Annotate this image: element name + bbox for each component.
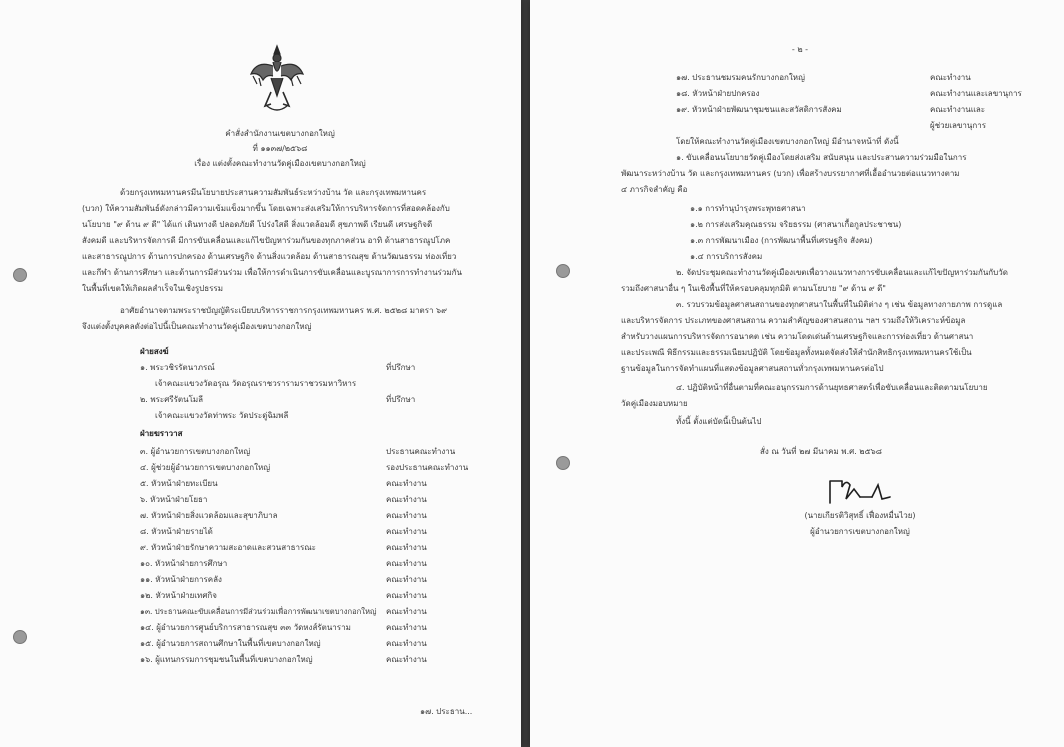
member-name: ๑๗. ประธานชมรมคนรักบางกอกใหญ่ [676, 73, 805, 82]
member-role: คณะทำงาน [386, 591, 427, 600]
mission-item: ๑.๑ การทำนุบำรุงพระพุทธศาสนา [690, 204, 806, 213]
paragraph-line: และบริหารจัดการ ประเภทของศาสนสถาน ความสำคัญของศาสนสถาน ฯลฯ รวมถึงให้วิเคราะห์ข้อมูล [621, 316, 966, 325]
continuation-note: ๑๗. ประธาน... [420, 707, 473, 716]
paragraph-line: และสาธารณูปการ ด้านการปกครอง ด้านเศรษฐกิจ ด้านสิ่งแวดล้อม ด้านสาธารณสุข ด้านวัฒนธรรม ท่องเที่ยว [82, 252, 457, 261]
mission-item: ๑.๓ การพัฒนาเมือง (การพัฒนาพื้นที่เศรษฐกิจ สังคม) [690, 236, 873, 245]
member-role: คณะทำงาน [386, 479, 427, 488]
member-role: คณะทำงาน [930, 73, 971, 82]
paragraph-line: ๔ ภารกิจสำคัญ คือ [621, 185, 688, 194]
member-position: เจ้าคณะแขวงวัดท่าพระ วัดประดู่ฉิมพลี [155, 411, 289, 420]
order-number: ที่ ๑๑๓๗/๒๕๖๘ [252, 144, 308, 153]
paragraph-line: และประเพณี พิธีกรรมและธรรมเนียมปฏิบัติ โดยข้อมูลทั้งหมดจัดส่งให้สำนักสิทธิกรุงเทพมหานครใช้เป็น [621, 348, 972, 357]
member-role: ที่ปรึกษา [386, 395, 416, 404]
paragraph-line: สังคมดี และบริหารจัดการดี มีการขับเคลื่อนและแก้ไขปัญหาร่วมกันของทุกภาคส่วน อาทิ ด้านสาธารณูปโภค [82, 236, 451, 245]
order-date: สั่ง ณ วันที่ ๒๗ มีนาคม พ.ศ. ๒๕๖๘ [760, 447, 882, 456]
member-position: เจ้าคณะแขวงวัดอรุณ วัดอรุณราชวรารามราชวรมหาวิหาร [155, 379, 357, 388]
member-role: คณะทำงานและเลขานุการ [930, 89, 1022, 98]
section-heading-monk: ฝ่ายสงฆ์ [140, 347, 169, 356]
paragraph-line: โดยให้คณะทำงานวัดคู่เมืองเขตบางกอกใหญ่ มีอำนาจหน้าที่ ดังนี้ [676, 137, 899, 146]
order-subject: เรื่อง แต่งตั้งคณะทำงานวัดคู่เมืองเขตบางกอกใหญ่ [194, 159, 366, 168]
paragraph-line: พัฒนาระหว่างบ้าน วัด และกรุงเทพมหานคร (บวก) เพื่อสร้างบรรยากาศที่เอื้ออำนวยต่อแนวทางตาม [621, 169, 960, 178]
member-role: ประธานคณะทำงาน [386, 447, 456, 456]
paragraph-line: และกีฬา ด้านการศึกษา และด้านการมีส่วนร่วม เพื่อให้การดำเนินการขับเคลื่อนและบูรณาการการทำงานร่วมกัน [82, 268, 462, 277]
punch-hole [556, 456, 570, 470]
paragraph-line: ฐานข้อมูลในการจัดทำแผนที่แสดงข้อมูลศาสนสถานทั่วกรุงเทพมหานครต่อไป [621, 364, 884, 373]
section-heading-lay: ฝ่ายฆราวาส [140, 429, 183, 438]
member-name: ๙. หัวหน้าฝ่ายรักษาความสะอาดและสวนสาธารณะ [140, 543, 316, 552]
paragraph-line: วัดคู่เมืองมอบหมาย [621, 399, 688, 408]
paragraph-line: ในพื้นที่เขตให้เกิดผลสำเร็จในเชิงรูปธรรม [82, 284, 223, 293]
garuda-emblem-icon [247, 40, 307, 120]
paragraph-line: รวมถึงศาสนาอื่น ๆ ในเชิงพื้นที่ให้ครอบคลุมทุกมิติ ตามนโยบาย "๙ ด้าน ๙ ดี" [621, 284, 886, 293]
member-name: ๓. ผู้อำนวยการเขตบางกอกใหญ่ [140, 447, 251, 456]
member-name: ๑. พระวชิรรัตนาภรณ์ [140, 363, 215, 372]
member-name: ๑๖. ผู้แทนกรรมการชุมชนในพื้นที่เขตบางกอกใหญ่ [140, 655, 313, 664]
member-role: คณะทำงาน [386, 639, 427, 648]
paragraph-line: ๑. ขับเคลื่อนนโยบายวัดคู่เมืองโดยส่งเสริม สนับสนุน และประสานความร่วมมือในการ [676, 153, 967, 162]
member-name: ๑๓. ประธานคณะขับเคลื่อนการมีส่วนร่วมเพื่อการพัฒนาเขตบางกอกใหญ่ [140, 607, 377, 616]
member-role: คณะทำงาน [386, 559, 427, 568]
member-name: ๑๑. หัวหน้าฝ่ายการคลัง [140, 575, 222, 584]
signer-name: (นายเกียรติวิสุทธิ์ เฟื่องหมื่นไวย) [804, 511, 916, 520]
member-role: คณะทำงาน [386, 527, 427, 536]
effective-clause: ทั้งนี้ ตั้งแต่บัดนี้เป็นต้นไป [676, 417, 762, 426]
paragraph-line: อาศัยอำนาจตามพระราชบัญญัติระเบียบบริหารราชการกรุงเทพมหานคร พ.ศ. ๒๕๒๘ มาตรา ๖๙ [120, 306, 447, 315]
order-title: คำสั่งสำนักงานเขตบางกอกใหญ่ [225, 129, 335, 138]
signature-mark [826, 475, 896, 507]
member-name: ๑๘. หัวหน้าฝ่ายปกครอง [676, 89, 760, 98]
paragraph-line: สำหรับวางแผนการบริหารจัดการอนาคต เช่น ความโดดเด่นด้านเศรษฐกิจและการท่องเที่ยว ด้านศาสนา [621, 332, 974, 341]
member-name: ๑๙. หัวหน้าฝ่ายพัฒนาชุมชนและสวัสดิการสังคม [676, 105, 842, 114]
punch-hole [556, 264, 570, 278]
member-role: คณะทำงาน [386, 623, 427, 632]
punch-hole [13, 630, 27, 644]
member-role: คณะทำงานและ [930, 105, 986, 114]
member-role: คณะทำงาน [386, 607, 427, 616]
member-name: ๖. หัวหน้าฝ่ายโยธา [140, 495, 208, 504]
paragraph-line: (บวก) ให้ความสัมพันธ์ดังกล่าวมีความเข้มแข็งมากขึ้น โดยเฉพาะส่งเสริมให้การบริหารจัดการที่สอดคล้องกับ [82, 204, 450, 213]
member-name: ๑๒. หัวหน้าฝ่ายเทศกิจ [140, 591, 217, 600]
mission-item: ๑.๔ การบริการสังคม [690, 252, 763, 261]
member-role: คณะทำงาน [386, 511, 427, 520]
member-name: ๑๕. ผู้อำนวยการสถานศึกษาในพื้นที่เขตบางกอกใหญ่ [140, 639, 321, 648]
member-role: คณะทำงาน [386, 575, 427, 584]
member-role: คณะทำงาน [386, 655, 427, 664]
member-role-extra: ผู้ช่วยเลขานุการ [930, 121, 986, 130]
punch-hole [13, 268, 27, 282]
paragraph-line: ๔. ปฏิบัติหน้าที่อื่นตามที่คณะอนุกรรมการด้านยุทธศาสตร์เพื่อขับเคลื่อนและติดตามนโยบาย [676, 383, 988, 392]
paragraph-line: ๒. จัดประชุมคณะทำงานวัดคู่เมืองเขตเพื่อวางแนวทางการขับเคลื่อนและแก้ไขปัญหาร่วมกันกับวัด [676, 268, 1008, 277]
member-name: ๑๔. ผู้อำนวยการศูนย์บริการสาธารณสุข ๓๓ วัดหงส์รัตนาราม [140, 623, 351, 632]
paragraph-line: จึงแต่งตั้งบุคคลดังต่อไปนี้เป็นคณะทำงานวัดคู่เมืองเขตบางกอกใหญ่ [82, 322, 312, 331]
member-name: ๔. ผู้ช่วยผู้อำนวยการเขตบางกอกใหญ่ [140, 463, 271, 472]
member-role: คณะทำงาน [386, 495, 427, 504]
signer-title: ผู้อำนวยการเขตบางกอกใหญ่ [810, 527, 910, 536]
member-name: ๗. หัวหน้าฝ่ายสิ่งแวดล้อมและสุขาภิบาล [140, 511, 278, 520]
mission-item: ๑.๒ การส่งเสริมคุณธรรม จริยธรรม (ศาสนาเกื้อกูลประชาชน) [690, 220, 902, 229]
member-role: คณะทำงาน [386, 543, 427, 552]
member-name: ๑๐. หัวหน้าฝ่ายการศึกษา [140, 559, 228, 568]
paragraph-line: ๓. รวบรวมข้อมูลศาสนสถานของทุกศาสนาในพื้นที่ในมิติต่าง ๆ เช่น ข้อมูลทางกายภาพ การดูแล [676, 300, 1003, 309]
member-role: รองประธานคณะทำงาน [386, 463, 469, 472]
member-name: ๘. หัวหน้าฝ่ายรายได้ [140, 527, 213, 536]
member-role: ที่ปรึกษา [386, 363, 416, 372]
paragraph-line: นโยบาย "๙ ด้าน ๙ ดี" ได้แก่ เดินทางดี ปลอดภัยดี โปร่งใสดี สิ่งแวดล้อมดี สุขภาพดี เรียนดี เศรษฐกิจดี [82, 220, 433, 229]
page-number: - ๒ - [791, 45, 809, 54]
paragraph-line: ด้วยกรุงเทพมหานครมีนโยบายประสานความสัมพันธ์ระหว่างบ้าน วัด และกรุงเทพมหานคร [120, 188, 427, 197]
member-name: ๕. หัวหน้าฝ่ายทะเบียน [140, 479, 218, 488]
member-name: ๒. พระศรีรัตนโมลี [140, 395, 204, 404]
